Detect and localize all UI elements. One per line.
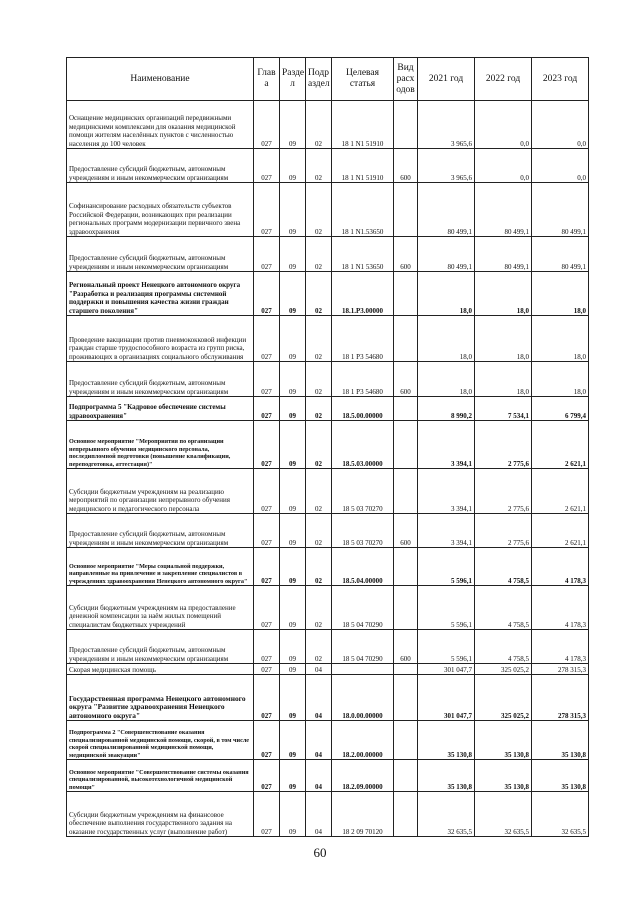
cell-2022: 0,0 — [475, 149, 532, 183]
page-number: 60 — [313, 845, 327, 860]
table-row — [67, 760, 589, 792]
cell-statya: 18.2.00.00000 — [332, 721, 394, 760]
cell-vid — [394, 548, 418, 586]
cell-2023: 4 178,3 — [532, 548, 589, 586]
cell-podrazdel: 02 — [306, 362, 332, 397]
cell-vid — [394, 586, 418, 630]
cell-razdel: 09 — [280, 721, 306, 760]
cell-statya: 18.0.00.00000 — [332, 675, 394, 721]
cell-2022: 32 635,5 — [475, 792, 532, 837]
cell-glava: 027 — [254, 316, 280, 362]
cell-2021: 5 596,1 — [418, 548, 475, 586]
cell-razdel: 09 — [280, 149, 306, 183]
cell-vid — [394, 675, 418, 721]
cell-2023: 6 799,4 — [532, 397, 589, 421]
cell-vid: 600 — [394, 149, 418, 183]
cell-glava: 027 — [254, 760, 280, 792]
cell-2023: 0,0 — [532, 149, 589, 183]
cell-vid — [394, 792, 418, 837]
cell-2021: 35 130,8 — [418, 721, 475, 760]
cell-name: Основное мероприятие "Меры социальной поддержки, направленные на привлечение и закрепление специалистов в учреждениях здравоохранения Ненецкого автономного округа" — [67, 548, 254, 586]
cell-razdel: 09 — [280, 630, 306, 664]
cell-2022: 18,0 — [475, 316, 532, 362]
cell-razdel: 09 — [280, 101, 306, 149]
table-row — [67, 421, 589, 469]
cell-name: Основное мероприятие "Мероприятия по организации непрерывного обучения медицинского персонала, последипломной подготовки (повышение квалификации, переподготовка, аттестация)" — [67, 421, 254, 469]
cell-2022: 2 775,6 — [475, 514, 532, 548]
cell-vid — [394, 469, 418, 514]
cell-podrazdel: 02 — [306, 183, 332, 237]
cell-name: Государственная программа Ненецкого автономного округа "Развитие здравоохранения Ненецкого автономного округа" — [67, 675, 254, 721]
cell-statya: 18.5.03.00000 — [332, 421, 394, 469]
cell-podrazdel: 02 — [306, 149, 332, 183]
cell-razdel: 09 — [280, 548, 306, 586]
cell-2023: 80 499,1 — [532, 183, 589, 237]
cell-2022: 35 130,8 — [475, 721, 532, 760]
cell-2021: 18,0 — [418, 316, 475, 362]
cell-statya: 18 1 N1.53650 — [332, 183, 394, 237]
cell-glava: 027 — [254, 149, 280, 183]
cell-glava: 027 — [254, 421, 280, 469]
cell-glava: 027 — [254, 675, 280, 721]
cell-name: Предоставление субсидий бюджетным, автономным учреждениям и иным некоммерческим организациям — [67, 237, 254, 272]
cell-glava: 027 — [254, 721, 280, 760]
cell-2021: 5 596,1 — [418, 586, 475, 630]
cell-glava: 027 — [254, 586, 280, 630]
cell-name: Субсидии бюджетным учреждениям на финансовое обеспечение выполнения государственного задания на оказание государственных услуг (выполнение работ) — [67, 792, 254, 837]
table-row — [67, 548, 589, 586]
cell-razdel: 09 — [280, 272, 306, 316]
cell-2021: 3 965,6 — [418, 101, 475, 149]
cell-statya: 18 1 N1 51910 — [332, 101, 394, 149]
col-header-podrazdel: Подр аздел — [306, 58, 332, 101]
cell-vid — [394, 272, 418, 316]
cell-2022: 4 758,5 — [475, 586, 532, 630]
table-row — [67, 183, 589, 237]
cell-2021: 80 499,1 — [418, 237, 475, 272]
cell-2022: 7 534,1 — [475, 397, 532, 421]
cell-glava: 027 — [254, 664, 280, 675]
cell-statya: 18 1 P3 54680 — [332, 362, 394, 397]
cell-statya: 18.5.04.00000 — [332, 548, 394, 586]
cell-vid: 600 — [394, 237, 418, 272]
table-row — [67, 664, 589, 675]
table-row — [67, 469, 589, 514]
cell-podrazdel: 04 — [306, 675, 332, 721]
cell-glava: 027 — [254, 397, 280, 421]
cell-razdel: 09 — [280, 514, 306, 548]
cell-vid — [394, 183, 418, 237]
cell-2023: 18,0 — [532, 362, 589, 397]
table-row — [67, 721, 589, 760]
cell-2022: 80 499,1 — [475, 183, 532, 237]
cell-2023: 35 130,8 — [532, 760, 589, 792]
cell-podrazdel: 02 — [306, 272, 332, 316]
cell-vid — [394, 760, 418, 792]
cell-name: Подпрограмма 5 "Кадровое обеспечение системы здравоохранения" — [67, 397, 254, 421]
cell-2023: 4 178,3 — [532, 586, 589, 630]
cell-2023: 18,0 — [532, 316, 589, 362]
cell-podrazdel: 02 — [306, 469, 332, 514]
cell-2022: 0,0 — [475, 101, 532, 149]
table-row — [67, 101, 589, 149]
cell-name: Оснащение медицинских организаций передвижными медицинскими комплексами для оказания медицинской помощи жителям населённых пунктов с численностью населения до 100 человек — [67, 101, 254, 149]
cell-2022: 325 025,2 — [475, 664, 532, 675]
cell-razdel: 09 — [280, 469, 306, 514]
table-row — [67, 514, 589, 548]
cell-statya: 18 5 03 70270 — [332, 469, 394, 514]
cell-razdel: 09 — [280, 316, 306, 362]
cell-2023: 2 621,1 — [532, 421, 589, 469]
cell-statya: 18 2 09 70120 — [332, 792, 394, 837]
table-row — [67, 237, 589, 272]
cell-2023: 35 130,8 — [532, 721, 589, 760]
col-header-statya: Целевая статья — [332, 58, 394, 101]
cell-2022: 4 758,5 — [475, 548, 532, 586]
col-header-name: Наименование — [67, 58, 254, 101]
cell-2023: 18,0 — [532, 272, 589, 316]
cell-name: Основное мероприятие "Совершенствование системы оказания специализированной, высокотехнологичной медицинской помощи" — [67, 760, 254, 792]
col-header-2021: 2021 год — [418, 58, 475, 101]
cell-podrazdel: 02 — [306, 586, 332, 630]
cell-glava: 027 — [254, 237, 280, 272]
cell-2023: 0,0 — [532, 101, 589, 149]
cell-glava: 027 — [254, 630, 280, 664]
cell-podrazdel: 04 — [306, 664, 332, 675]
table-row — [67, 586, 589, 630]
cell-razdel: 09 — [280, 664, 306, 675]
cell-glava: 027 — [254, 101, 280, 149]
cell-statya: 18.2.09.00000 — [332, 760, 394, 792]
cell-2021: 18,0 — [418, 272, 475, 316]
table-body — [67, 101, 589, 837]
cell-glava: 027 — [254, 792, 280, 837]
col-header-razdel: Разде л — [280, 58, 306, 101]
cell-2021: 3 965,6 — [418, 149, 475, 183]
cell-2022: 18,0 — [475, 272, 532, 316]
table-row — [67, 149, 589, 183]
cell-razdel: 09 — [280, 760, 306, 792]
cell-name: Региональный проект Ненецкого автономного округа "Разработка и реализация программы системной поддержки и повышения качества жизни граждан старшего поколения" — [67, 272, 254, 316]
cell-glava: 027 — [254, 469, 280, 514]
table-row — [67, 316, 589, 362]
cell-podrazdel: 02 — [306, 514, 332, 548]
table-row — [67, 675, 589, 721]
cell-2022: 2 775,6 — [475, 469, 532, 514]
cell-statya: 18 5 03 70270 — [332, 514, 394, 548]
cell-2021: 301 047,7 — [418, 675, 475, 721]
cell-razdel: 09 — [280, 675, 306, 721]
cell-statya: 18 1 P3 54680 — [332, 316, 394, 362]
cell-2021: 5 596,1 — [418, 630, 475, 664]
cell-2021: 301 047,7 — [418, 664, 475, 675]
cell-2023: 278 315,3 — [532, 664, 589, 675]
cell-vid — [394, 421, 418, 469]
cell-glava: 027 — [254, 272, 280, 316]
cell-statya: 18 1 N1 53650 — [332, 237, 394, 272]
cell-vid — [394, 316, 418, 362]
cell-2022: 325 025,2 — [475, 675, 532, 721]
cell-vid — [394, 664, 418, 675]
cell-statya: 18 5 04 70290 — [332, 630, 394, 664]
cell-statya: 18.1.P3.00000 — [332, 272, 394, 316]
cell-glava: 027 — [254, 362, 280, 397]
cell-name: Скорая медицинская помощь — [67, 664, 254, 675]
cell-razdel: 09 — [280, 792, 306, 837]
cell-2022: 80 499,1 — [475, 237, 532, 272]
cell-vid — [394, 101, 418, 149]
cell-name: Предоставление субсидий бюджетным, автономным учреждениям и иным некоммерческим организациям — [67, 630, 254, 664]
cell-2023: 2 621,1 — [532, 514, 589, 548]
cell-2023: 80 499,1 — [532, 237, 589, 272]
cell-2021: 18,0 — [418, 362, 475, 397]
cell-vid — [394, 397, 418, 421]
cell-razdel: 09 — [280, 586, 306, 630]
cell-2021: 35 130,8 — [418, 760, 475, 792]
cell-podrazdel: 04 — [306, 760, 332, 792]
cell-podrazdel: 04 — [306, 721, 332, 760]
table-row — [67, 362, 589, 397]
cell-2023: 32 635,5 — [532, 792, 589, 837]
cell-2021: 80 499,1 — [418, 183, 475, 237]
col-header-vid: Вид расх одов — [394, 58, 418, 101]
cell-name: Субсидии бюджетным учреждениям на реализацию мероприятий по организации непрерывного обучения медицинского и педагогического персонала — [67, 469, 254, 514]
cell-razdel: 09 — [280, 183, 306, 237]
cell-2021: 3 394,1 — [418, 469, 475, 514]
cell-podrazdel: 02 — [306, 101, 332, 149]
cell-name: Предоставление субсидий бюджетным, автономным учреждениям и иным некоммерческим организациям — [67, 362, 254, 397]
cell-razdel: 09 — [280, 237, 306, 272]
col-header-glava: Глав а — [254, 58, 280, 101]
cell-glava: 027 — [254, 548, 280, 586]
cell-vid: 600 — [394, 514, 418, 548]
cell-statya: 18.5.00.00000 — [332, 397, 394, 421]
cell-glava: 027 — [254, 183, 280, 237]
cell-podrazdel: 02 — [306, 397, 332, 421]
budget-table — [66, 57, 589, 837]
cell-2022: 18,0 — [475, 362, 532, 397]
cell-2023: 4 178,3 — [532, 630, 589, 664]
cell-2023: 278 315,3 — [532, 675, 589, 721]
cell-podrazdel: 04 — [306, 792, 332, 837]
table-header-row — [67, 58, 589, 101]
cell-name: Подпрограмма 2 "Совершенствование оказания специализированной медицинской помощи, скорой, в том числе скорой специализированной медицинской помощи, медицинской эвакуации" — [67, 721, 254, 760]
cell-2021: 3 394,1 — [418, 421, 475, 469]
col-header-2023: 2023 год — [532, 58, 589, 101]
cell-2022: 35 130,8 — [475, 760, 532, 792]
cell-vid — [394, 721, 418, 760]
cell-statya — [332, 664, 394, 675]
cell-name: Софинансирование расходных обязательств субъектов Российской Федерации, возникающих при реализации региональных программ модернизации первичного звена здравоохранения — [67, 183, 254, 237]
cell-podrazdel: 02 — [306, 548, 332, 586]
cell-2022: 2 775,6 — [475, 421, 532, 469]
cell-name: Предоставление субсидий бюджетным, автономным учреждениям и иным некоммерческим организациям — [67, 514, 254, 548]
cell-glava: 027 — [254, 514, 280, 548]
cell-razdel: 09 — [280, 397, 306, 421]
cell-2023: 2 621,1 — [532, 469, 589, 514]
table-row — [67, 630, 589, 664]
cell-podrazdel: 02 — [306, 237, 332, 272]
cell-2021: 32 635,5 — [418, 792, 475, 837]
cell-2022: 4 758,5 — [475, 630, 532, 664]
cell-podrazdel: 02 — [306, 316, 332, 362]
col-header-2022: 2022 год — [475, 58, 532, 101]
cell-2021: 3 394,1 — [418, 514, 475, 548]
table-row — [67, 397, 589, 421]
cell-podrazdel: 02 — [306, 630, 332, 664]
cell-vid: 600 — [394, 362, 418, 397]
cell-razdel: 09 — [280, 362, 306, 397]
cell-name: Проведение вакцинации против пневмококковой инфекции граждан старше трудоспособного возраста из групп риска, проживающих в организациях социального обслуживания — [67, 316, 254, 362]
cell-statya: 18 1 N1 51910 — [332, 149, 394, 183]
cell-vid: 600 — [394, 630, 418, 664]
cell-razdel: 09 — [280, 421, 306, 469]
cell-name: Субсидии бюджетным учреждениям на предоставление денежной компенсации за наём жилых помещений специалистам бюджетных учреждений — [67, 586, 254, 630]
cell-name: Предоставление субсидий бюджетным, автономным учреждениям и иным некоммерческим организациям — [67, 149, 254, 183]
cell-statya: 18 5 04 70290 — [332, 586, 394, 630]
table-row — [67, 272, 589, 316]
cell-podrazdel: 02 — [306, 421, 332, 469]
table-row — [67, 792, 589, 837]
cell-2021: 8 990,2 — [418, 397, 475, 421]
